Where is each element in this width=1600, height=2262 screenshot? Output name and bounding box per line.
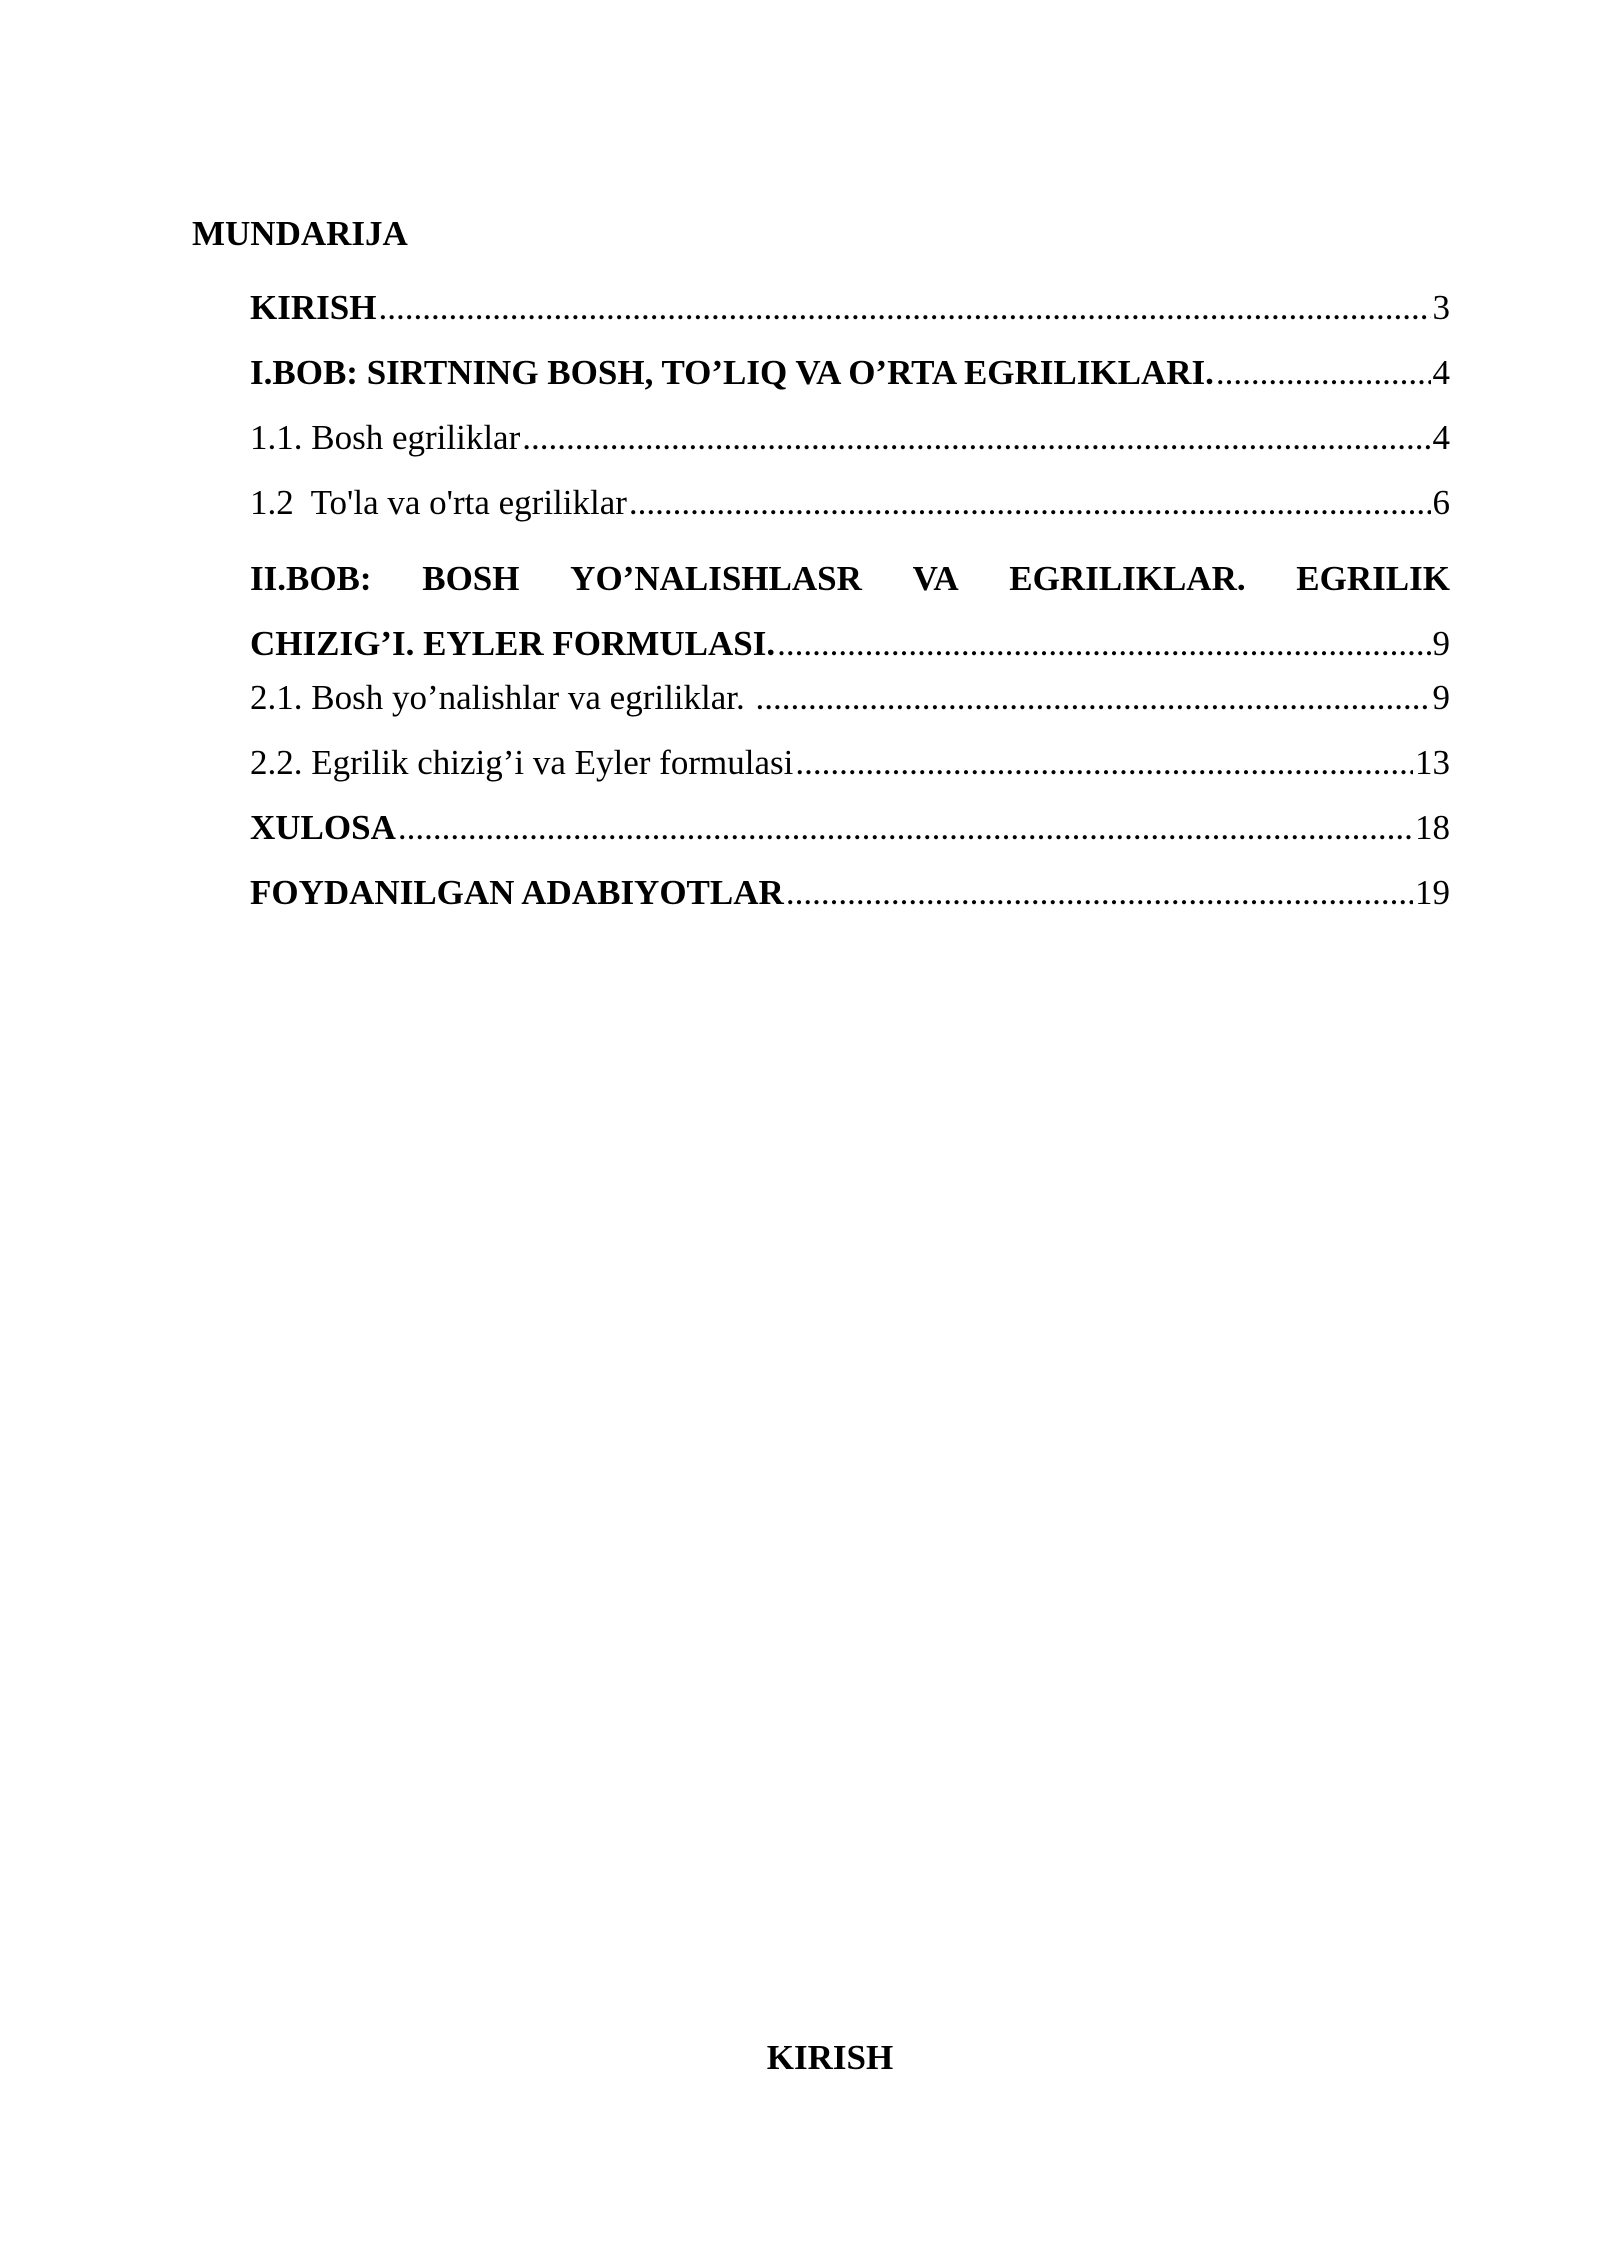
toc-word: VA	[912, 559, 959, 598]
toc-leader-dots	[777, 611, 1430, 676]
toc-entry-title: 2.1. Bosh yo’nalishlar va egriliklar.	[250, 678, 754, 717]
toc-entry-title: 1.2 To'la va o'rta egriliklar	[250, 483, 627, 522]
toc-page-number: 19	[1415, 873, 1450, 912]
toc-word: BOSH	[422, 559, 520, 598]
toc-heading: MUNDARIJA	[192, 214, 408, 253]
toc-entry-section-1-1[interactable]	[250, 416, 1450, 481]
toc-entry-title: KIRISH	[250, 288, 377, 327]
toc-entry-references[interactable]	[250, 871, 1450, 936]
table-of-contents	[250, 286, 1450, 936]
toc-page-number: 4	[1432, 353, 1450, 392]
toc-word: YO’NALISHLASR	[570, 559, 862, 598]
toc-page-number: 9	[1432, 624, 1450, 663]
toc-word: II.BOB:	[250, 559, 372, 598]
toc-leader-dots	[1216, 351, 1431, 395]
toc-entry-chapter-1[interactable]	[250, 351, 1450, 416]
toc-entry-title: XULOSA	[250, 808, 396, 847]
toc-entry-title-line-1	[250, 546, 1450, 611]
toc-entry-title: CHIZIG’I. EYLER FORMULASI.	[250, 624, 776, 663]
toc-leader-dots	[522, 416, 1430, 460]
toc-entry-kirish[interactable]	[250, 286, 1450, 351]
toc-page-number: 3	[1432, 288, 1450, 327]
toc-page-number: 13	[1415, 743, 1450, 782]
toc-entry-title: 2.2. Egrilik chizig’i va Eyler formulasi	[250, 743, 794, 782]
toc-leader-dots	[398, 806, 1413, 850]
toc-entry-section-1-2[interactable]	[250, 481, 1450, 546]
toc-entry-title-line-2	[250, 611, 1450, 676]
toc-leader-dots	[786, 871, 1413, 915]
toc-page-number: 6	[1432, 483, 1450, 522]
toc-entry-title: I.BOB: SIRTNING BOSH, TO’LIQ VA O’RTA EGRILIKLARI.	[250, 353, 1214, 392]
toc-page-number: 9	[1432, 678, 1450, 717]
toc-entry-chapter-2[interactable]	[250, 546, 1450, 676]
section-heading-kirish: KIRISH	[766, 2038, 894, 2077]
toc-entry-section-2-1[interactable]	[250, 676, 1450, 741]
toc-leader-dots	[629, 481, 1431, 525]
toc-entry-title: 1.1. Bosh egriliklar	[250, 418, 521, 457]
toc-page-number: 18	[1415, 808, 1450, 847]
toc-page-number: 4	[1432, 418, 1450, 457]
toc-word: EGRILIK	[1296, 559, 1450, 598]
toc-leader-dots	[756, 676, 1431, 720]
toc-leader-dots	[795, 741, 1413, 785]
toc-word: EGRILIKLAR.	[1009, 559, 1246, 598]
toc-leader-dots	[378, 286, 1430, 330]
toc-entry-xulosa[interactable]	[250, 806, 1450, 871]
toc-entry-section-2-2[interactable]	[250, 741, 1450, 806]
toc-entry-title: FOYDANILGAN ADABIYOTLAR	[250, 873, 784, 912]
